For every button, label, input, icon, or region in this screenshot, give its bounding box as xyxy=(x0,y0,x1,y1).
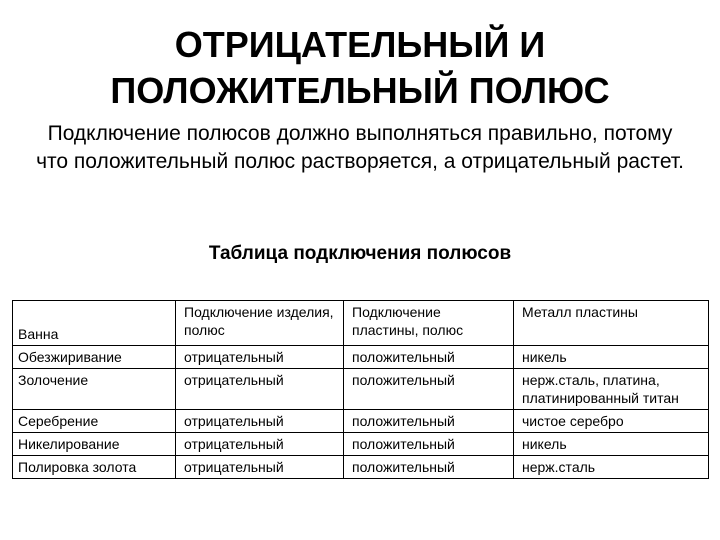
table-row xyxy=(13,369,709,410)
header-plate-metal: Металл пластины xyxy=(514,301,709,346)
header-bath: Ванна xyxy=(13,301,176,346)
pole-connection-table xyxy=(12,300,709,479)
table-row xyxy=(13,433,709,456)
table-row xyxy=(13,456,709,479)
page-title-line-1: ОТРИЦАТЕЛЬНЫЙ И xyxy=(174,24,546,65)
cell-bath: Полировка золота xyxy=(13,456,176,479)
header-plate-connection: Подключение пластины, полюс xyxy=(344,301,514,346)
cell-item-pole: отрицательный xyxy=(176,456,344,479)
cell-plate-metal: чистое серебро xyxy=(514,410,709,433)
page-title xyxy=(0,22,720,114)
cell-bath: Золочение xyxy=(13,369,176,410)
cell-plate-pole: положительный xyxy=(344,456,514,479)
cell-item-pole: отрицательный xyxy=(176,433,344,456)
cell-plate-metal: нерж.сталь xyxy=(514,456,709,479)
table-caption: Таблица подключения полюсов xyxy=(208,243,512,264)
page-title-line-2: ПОЛОЖИТЕЛЬНЫЙ ПОЛЮС xyxy=(110,70,610,111)
cell-item-pole: отрицательный xyxy=(176,410,344,433)
table-row xyxy=(13,410,709,433)
cell-plate-pole: положительный xyxy=(344,410,514,433)
cell-plate-pole: положительный xyxy=(344,346,514,369)
cell-item-pole: отрицательный xyxy=(176,346,344,369)
cell-bath: Серебрение xyxy=(13,410,176,433)
cell-plate-pole: положительный xyxy=(344,369,514,410)
cell-plate-metal: никель xyxy=(514,433,709,456)
cell-bath: Никелирование xyxy=(13,433,176,456)
table-header-row xyxy=(13,301,709,346)
header-item-connection: Подключение изделия, полюс xyxy=(176,301,344,346)
intro-paragraph: Подключение полюсов должно выполняться правильно, потому что положительный полюс растворяется, а отрицательный растет. xyxy=(36,122,684,173)
table-row xyxy=(13,346,709,369)
cell-bath: Обезжиривание xyxy=(13,346,176,369)
cell-item-pole: отрицательный xyxy=(176,369,344,410)
cell-plate-pole: положительный xyxy=(344,433,514,456)
cell-plate-metal: никель xyxy=(514,346,709,369)
cell-plate-metal: нерж.сталь, платина, платинированный титан xyxy=(514,369,709,410)
